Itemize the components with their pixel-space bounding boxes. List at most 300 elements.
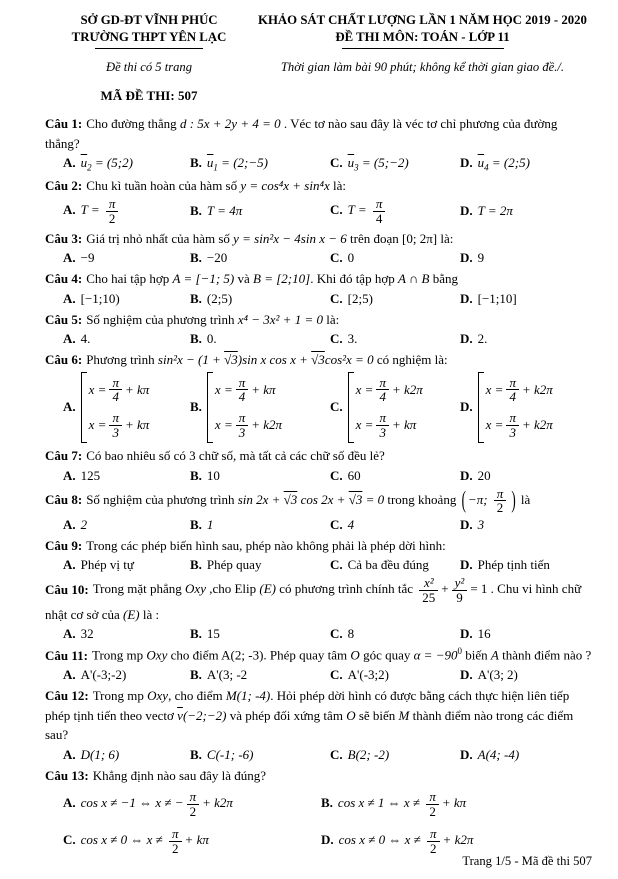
q8-stem (45, 487, 592, 515)
case-line (486, 411, 553, 439)
math-frag: cos x ≠ 0 ⇔ x ≠ (80, 832, 167, 848)
q12-label: Câu 12: (45, 688, 89, 704)
fraction (187, 790, 200, 818)
q3-option-b (190, 250, 330, 266)
opt-value: = (2;5) (488, 155, 530, 171)
opt-value: A(4; -4) (477, 746, 520, 762)
sqrt-3: √3 (224, 352, 238, 368)
math-frag: Oxy (185, 581, 206, 597)
opt-value: 3. (347, 331, 358, 347)
math-frag: cos 2x + (297, 491, 349, 507)
math-frag: x⁴ − 3x² + 1 = 0 (237, 311, 323, 327)
frac-num: π (238, 374, 246, 390)
frac-num: π (112, 409, 119, 425)
q3-option-d (460, 250, 592, 266)
close-paren: ) (511, 485, 516, 513)
sqrt-3: √3 (348, 491, 363, 507)
opt-value: 0. (206, 331, 217, 347)
text-frag: Cho đường thẳng (86, 116, 180, 132)
text-frag: Khẳng định nào sau đây là đúng? (92, 767, 266, 783)
opt-value: 4. (80, 331, 91, 347)
q1-label: Câu 1: (45, 116, 83, 132)
text-frag: biến (461, 647, 491, 663)
fraction (419, 576, 438, 604)
math-frag: x = (355, 381, 374, 397)
opt-key: C. (330, 399, 343, 415)
q8-option-a (63, 517, 190, 533)
q12-option-a (63, 747, 190, 763)
text-frag: . Véc tơ nào sau đây là véc tơ chỉ phương của đường thẳng? (45, 116, 558, 151)
opt-key: D. (460, 516, 473, 532)
case-line (486, 376, 553, 404)
opt-key: D. (460, 290, 473, 306)
text-frag: . Hỏi phép dời hình có được bằng cách thực hiện liên tiếp phép tịnh tiến theo vectơ (45, 688, 570, 723)
q4-label: Câu 4: (45, 271, 83, 287)
q10-stem (45, 576, 592, 624)
q10-option-d (460, 626, 592, 642)
q1-option-b (190, 155, 330, 173)
opt-value: Phép vị tự (80, 557, 134, 573)
q1-option-d (460, 155, 592, 173)
frac-num: π (509, 374, 516, 390)
opt-value: 15 (206, 626, 220, 642)
opt-key: C. (330, 516, 343, 532)
text-frag: trên đoạn (346, 230, 402, 246)
opt-key: B. (190, 155, 202, 171)
opt-key: B. (190, 250, 202, 266)
frac-den: 2 (494, 500, 507, 515)
fraction (373, 197, 386, 225)
q4-options (45, 291, 592, 307)
opt-key: B. (190, 746, 202, 762)
text-frag: là: (329, 177, 347, 193)
question-4 (45, 269, 592, 307)
math-frag: sin 2x + (237, 491, 284, 507)
opt-key: D. (460, 467, 473, 483)
q11-option-a (63, 667, 190, 683)
q4-option-c (330, 291, 460, 307)
math-frag: + k2π (391, 381, 423, 397)
question-6 (45, 350, 592, 443)
fraction (106, 197, 119, 225)
frac-den: 2 (106, 211, 119, 226)
math-frag: cos x ≠ −1 ⇔ x ≠ − (80, 795, 184, 811)
text-frag: là : (139, 606, 160, 622)
opt-value: 60 (347, 467, 361, 483)
math-frag: + kπ (251, 381, 276, 397)
frac-num: π (379, 374, 386, 390)
opt-value: = (5;2) (91, 155, 133, 171)
text-frag: Số nghiệm của phương trình (86, 311, 238, 327)
opt-key: D. (460, 746, 473, 762)
vector-sub-text: 1 (213, 162, 218, 173)
frac-den: 4 (236, 389, 249, 404)
question-10 (45, 576, 592, 642)
text-frag: cho điểm A(2; -3). Phép quay tâm (167, 647, 351, 663)
q13-options (45, 790, 592, 856)
math-frag: sin²x − (1 + (157, 352, 225, 368)
header-title-block (253, 12, 592, 104)
text-frag: và phép đối xứng tâm (226, 707, 347, 723)
opt-key: D. (460, 250, 473, 266)
math-frag: = 0 (362, 491, 385, 507)
text-frag: Trong mp (92, 688, 148, 704)
frac-den: 3 (236, 425, 249, 440)
frac-num: π (509, 409, 516, 425)
q7-label: Câu 7: (45, 448, 83, 464)
text-frag: Số nghiệm của phương trình (86, 491, 238, 507)
opt-key: C. (330, 557, 343, 573)
time-note: Thời gian làm bài 90 phút; không kể thời gian giao đề./. (280, 60, 565, 75)
q6-option-a (63, 372, 190, 444)
math-frag: = 1 (470, 581, 488, 597)
math-frag: (−2;−2) (182, 707, 227, 723)
math-frag: x = (485, 381, 504, 397)
text-frag: có nghiệm là: (373, 352, 448, 368)
q13-option-c (63, 827, 321, 855)
opt-key: A. (63, 626, 76, 642)
opt-key: D. (460, 626, 473, 642)
frac-den: 2 (426, 804, 439, 819)
math-frag: (E) (259, 581, 277, 597)
frac-den: 3 (376, 425, 389, 440)
opt-key: A. (63, 331, 76, 347)
math-frag: O (350, 647, 360, 663)
math-frag: + k2π (521, 381, 553, 397)
opt-key: D. (460, 667, 473, 683)
q3-label: Câu 3: (45, 230, 83, 246)
vector-sub-text: 3 (354, 162, 359, 173)
exam-subject: ĐỀ THI MÔN: TOÁN - LỚP 11 (335, 29, 510, 44)
text-frag: sẽ biến (355, 707, 399, 723)
opt-key: B. (190, 626, 202, 642)
exam-header (45, 12, 592, 104)
q2-option-d (460, 203, 592, 219)
question-1 (45, 114, 592, 173)
math-frag: [0; 2π] (402, 230, 438, 246)
q12-option-b (190, 747, 330, 763)
frac-den: 2 (427, 841, 440, 856)
opt-value: 20 (477, 467, 491, 483)
fraction (452, 576, 468, 604)
opt-value: A'(-3;-2) (80, 667, 127, 683)
math-frag: M(1; -4) (225, 688, 271, 704)
frac-num: π (112, 374, 119, 390)
opt-key: C. (330, 155, 343, 171)
q9-options (45, 557, 592, 573)
math-frag: Oxy (147, 688, 169, 704)
question-13 (45, 766, 592, 856)
q9-option-d (460, 557, 592, 573)
frac-num: π (430, 826, 437, 842)
math-frag: α = −90 (413, 647, 458, 663)
math-frag: + kπ (184, 832, 209, 848)
opt-key: A. (63, 250, 76, 266)
math-frag: + kπ (441, 795, 467, 811)
q9-label: Câu 9: (45, 537, 83, 553)
opt-value: A'(-3;2) (347, 667, 389, 683)
frac-num: π (375, 196, 383, 212)
fraction (169, 827, 182, 855)
q4-option-d (460, 291, 592, 307)
math-frag: y = sin²x − 4sin x − 6 (233, 230, 347, 246)
opt-key: A. (63, 399, 76, 415)
q13-option-b (321, 790, 592, 818)
question-11 (45, 645, 592, 683)
vector-u: $\overline{u}$ (80, 155, 88, 171)
q1-option-a (63, 155, 190, 173)
opt-key: B. (190, 203, 202, 219)
question-12 (45, 686, 592, 763)
text-frag: là (517, 491, 531, 507)
q9-option-a (63, 557, 190, 573)
opt-value: −20 (206, 250, 228, 266)
opt-value: 2. (477, 331, 488, 347)
opt-value: 8 (347, 626, 355, 642)
q5-option-b (190, 331, 330, 347)
opt-value: Cả ba đều đúng (347, 557, 429, 573)
fraction (236, 411, 249, 439)
opt-value: [−1;10) (80, 290, 120, 306)
opt-value: 0 (347, 250, 355, 266)
opt-value: = (2;−5) (217, 155, 268, 171)
opt-value: C(-1; -6) (206, 746, 254, 762)
math-frag: x = (485, 417, 504, 433)
question-2 (45, 176, 592, 226)
opt-key: B. (190, 290, 202, 306)
q4-stem (45, 269, 592, 289)
text-frag: . Chu vi hình chữ nhật cơ sở của (45, 581, 582, 622)
q12-options (45, 747, 592, 763)
opt-value: A'(3; -2 (206, 667, 248, 683)
frac-num: π (172, 826, 179, 842)
q2-label: Câu 2: (45, 177, 83, 193)
frac-den: 4 (506, 389, 519, 404)
math-frag: + (441, 581, 449, 597)
text-frag: và (234, 271, 254, 287)
header-school-name: TRƯỜNG THPT YÊN LẠC (71, 29, 227, 44)
case-bracket (207, 372, 282, 444)
text-frag: Cho hai tập hợp (86, 271, 173, 287)
q1-stem (45, 114, 592, 153)
vector-sub-text: 4 (484, 162, 489, 173)
fraction (427, 827, 440, 855)
math-frag: cos x ≠ 0 ⇔ x ≠ (338, 832, 425, 848)
vector-u: $\overline{u}$ (477, 155, 485, 171)
frac-num: π (189, 789, 197, 805)
opt-key: B. (190, 667, 202, 683)
opt-value: T = 2π (477, 203, 513, 219)
text-frag: Phương trình (86, 352, 158, 368)
opt-value: 4 (347, 516, 355, 532)
math-frag: x = (88, 417, 107, 433)
frac-den: 9 (452, 590, 468, 605)
fraction (109, 411, 122, 439)
opt-key: A. (63, 795, 76, 811)
opt-key: A. (63, 667, 76, 683)
opt-value: Phép quay (206, 557, 262, 573)
q8-label: Câu 8: (45, 491, 83, 507)
opt-key: D. (460, 155, 473, 171)
q6-option-c (330, 372, 460, 444)
text-frag: . Khi đó tập hợp (310, 271, 398, 287)
math-frag: + k2π (251, 417, 283, 433)
fraction (506, 411, 519, 439)
q11-label: Câu 11: (45, 647, 88, 663)
q6-stem (45, 350, 592, 370)
q10-option-a (63, 626, 190, 642)
math-frag: d : 5x + 2y + 4 = 0 (179, 116, 281, 132)
math-frag: (E) (123, 606, 140, 622)
opt-key: C. (330, 290, 343, 306)
case-line (215, 376, 282, 404)
math-frag: x = (214, 381, 233, 397)
math-frag: x = (88, 381, 107, 397)
text-frag: Chu kì tuần hoàn của hàm số (86, 177, 241, 193)
case-line (356, 411, 423, 439)
opt-value: T = 4π (206, 203, 243, 219)
case-line (89, 376, 150, 404)
q5-label: Câu 5: (45, 311, 83, 327)
math-frag: + kπ (124, 417, 150, 433)
q13-label: Câu 13: (45, 767, 89, 783)
questions-list (45, 114, 592, 855)
frac-den: 4 (373, 211, 386, 226)
math-frag: M (398, 707, 410, 723)
math-frag: T = (80, 202, 103, 218)
q9-option-b (190, 557, 330, 573)
opt-value: (2;5) (206, 290, 233, 306)
opt-value: 9 (477, 250, 485, 266)
math-frag: T = (347, 202, 370, 218)
opt-value: −9 (80, 250, 95, 266)
q7-stem (45, 446, 592, 466)
degree-sup-text: 0 (457, 646, 462, 657)
sqrt-3: √3 (311, 352, 325, 368)
opt-key: D. (460, 399, 473, 415)
text-frag: góc quay (359, 647, 414, 663)
q7-options (45, 468, 592, 484)
fraction (494, 487, 507, 515)
q13-stem (45, 766, 592, 786)
case-bracket (81, 372, 150, 444)
math-frag: Oxy (146, 647, 168, 663)
opt-key: D. (321, 832, 334, 848)
opt-value: 3 (477, 516, 485, 532)
pages-note: Đề thi có 5 trang (105, 60, 193, 75)
question-8 (45, 487, 592, 533)
q11-option-c (330, 667, 460, 683)
q9-option-c (330, 557, 460, 573)
math-frag: cos²x = 0 (324, 352, 374, 368)
frac-num: y² (454, 575, 465, 591)
opt-key: D. (460, 331, 473, 347)
q2-stem (45, 176, 592, 196)
math-frag: + k2π (202, 795, 233, 811)
opt-value: [2;5) (347, 290, 373, 306)
q12-option-d (460, 747, 592, 763)
q8-option-c (330, 517, 460, 533)
q12-stem (45, 686, 592, 745)
opt-key: B. (190, 331, 202, 347)
text-frag: Trong mp (91, 647, 147, 663)
q3-option-c (330, 250, 460, 266)
q13-option-a (63, 790, 321, 818)
math-frag: + k2π (521, 417, 553, 433)
math-frag: + k2π (442, 832, 474, 848)
math-frag: x = (355, 417, 374, 433)
question-9 (45, 536, 592, 574)
opt-key: C. (330, 467, 343, 483)
fraction (426, 790, 439, 818)
math-frag: A ∩ B (397, 271, 430, 287)
q2-options (45, 197, 592, 225)
q2-option-a (63, 197, 190, 225)
frac-den: 25 (419, 590, 438, 605)
math-frag: + kπ (391, 417, 417, 433)
q7-option-b (190, 468, 330, 484)
vector-sub-text: 2 (87, 162, 92, 173)
frac-den: 4 (376, 389, 389, 404)
opt-value: B(2; -2) (347, 746, 390, 762)
case-bracket (478, 372, 553, 444)
opt-value: Phép tịnh tiến (477, 557, 550, 573)
frac-den: 3 (506, 425, 519, 440)
opt-key: C. (330, 746, 343, 762)
q3-stem (45, 229, 592, 249)
exam-code: MÃ ĐỀ THI: 507 (100, 88, 198, 104)
header-department: SỞ GD-ĐT VĨNH PHÚC (80, 13, 218, 27)
q1-options (45, 155, 592, 173)
header-school-block (45, 12, 253, 104)
q6-label: Câu 6: (45, 352, 83, 368)
opt-value: 10 (206, 467, 220, 483)
text-frag: trong khoảng (384, 491, 460, 507)
math-frag: −π; (467, 491, 491, 507)
opt-value: [−1;10] (477, 290, 517, 306)
q6-option-b (190, 372, 330, 444)
opt-key: C. (63, 832, 76, 848)
case-line (215, 411, 282, 439)
header-right-underline (342, 48, 504, 49)
q11-option-b (190, 667, 330, 683)
opt-key: C. (330, 331, 343, 347)
q11-stem (45, 645, 592, 665)
opt-value: = (5;−2) (358, 155, 409, 171)
fraction (376, 411, 389, 439)
page-footer: Trang 1/5 - Mã đề thi 507 (462, 854, 592, 868)
math-frag: A (490, 647, 499, 663)
frac-num: π (379, 409, 386, 425)
math-frag: )sin x cos x + (237, 352, 312, 368)
question-7 (45, 446, 592, 484)
case-line (89, 411, 150, 439)
open-paren: ( (461, 485, 466, 513)
q4-option-a (63, 291, 190, 307)
opt-value: A'(3; 2) (477, 667, 518, 683)
math-frag: O (346, 707, 356, 723)
math-frag: B = [2;10] (253, 271, 311, 287)
text-frag: là: (437, 230, 454, 246)
frac-num: π (238, 409, 246, 425)
opt-value: D(1; 6) (80, 746, 120, 762)
q11-options (45, 667, 592, 683)
fraction (376, 376, 389, 404)
q6-options (45, 372, 592, 444)
q5-stem (45, 310, 592, 330)
opt-value: 2 (80, 516, 88, 532)
math-frag: + kπ (124, 381, 150, 397)
